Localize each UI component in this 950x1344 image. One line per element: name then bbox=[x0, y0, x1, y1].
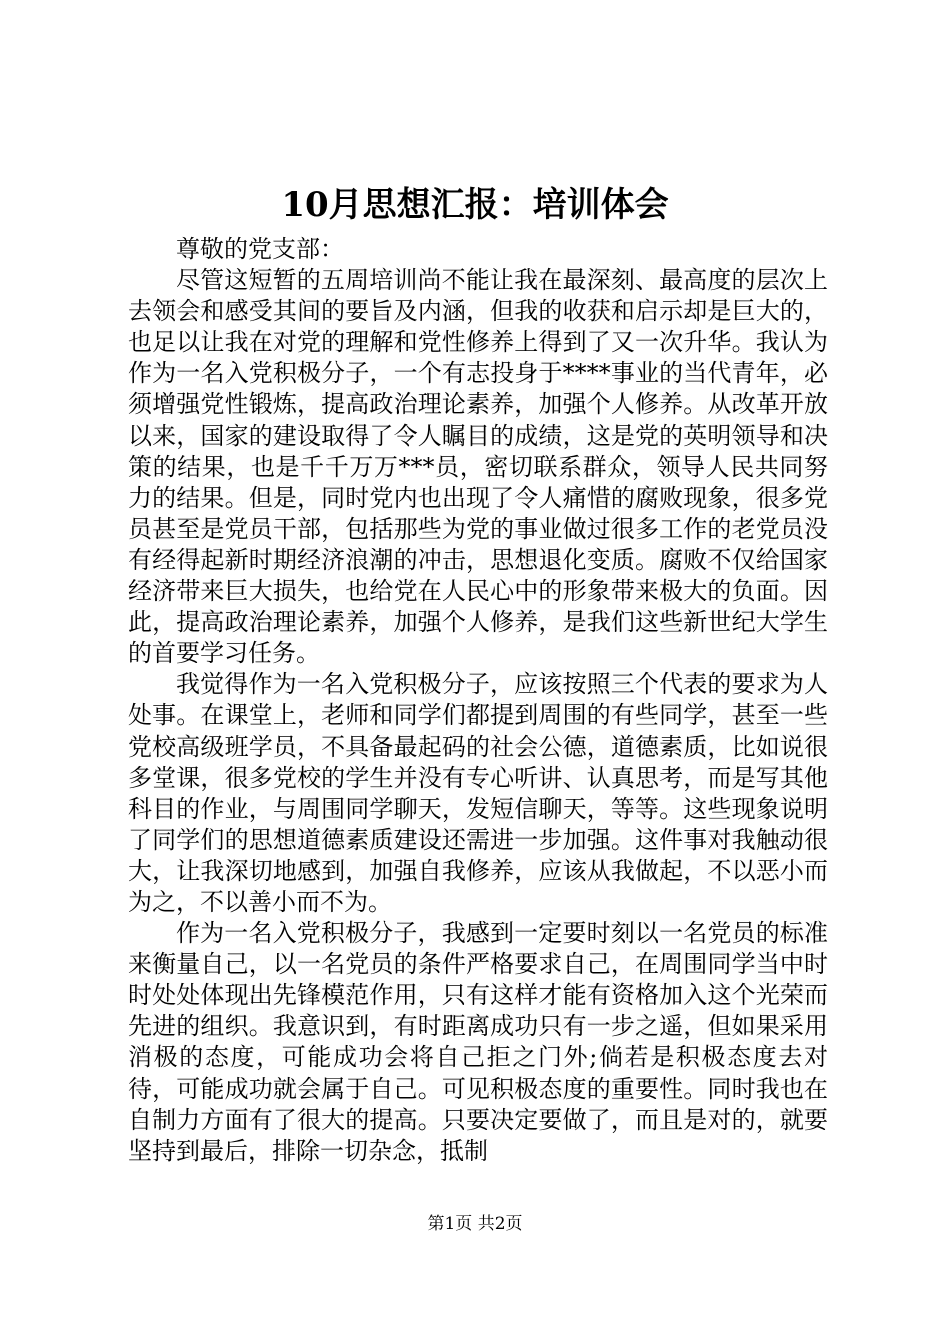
paragraph: 尽管这短暂的五周培训尚不能让我在最深刻、最高度的层次上去领会和感受其间的要旨及内涵，但我的收获和启示却是巨大的，也足以让我在对党的理解和党性修养上得到了又一次升华。我认为作为一名入党积极分子，一个有志投身于****事业的当代青年，必须增强党性锻炼，提高政治理论素养，加强个人修养。从改革开放以来，国家的建设取得了令人瞩目的成绩，这是党的英明领导和决策的结果，也是千千万万***员，密切联系群众，领导人民共同努力的结果。但是，同时党内也出现了令人痛惜的腐败现象，很多党员甚至是党员干部，包括那些为党的事业做过很多工作的老党员没有经得起新时期经济浪潮的冲击，思想退化变质。腐败不仅给国家经济带来巨大损失，也给党在人民心中的形象带来极大的负面。因此，提高政治理论素养，加强个人修养，是我们这些新世纪大学生的首要学习任务。 bbox=[128, 266, 828, 668]
paragraph: 作为一名入党积极分子，我感到一定要时刻以一名党员的标准来衡量自己，以一名党员的条件严格要求自己，在周围同学当中时时处处体现出先锋模范作用，只有这样才能有资格加入这个光荣而先进的组织。我意识到，有时距离成功只有一步之遥，但如果采用消极的态度，可能成功会将自己拒之门外;倘若是积极态度去对待，可能成功就会属于自己。可见积极态度的重要性。同时我也在自制力方面有了很大的提高。只要决定要做了，而且是对的，就要坚持到最后，排除一切杂念，抵制 bbox=[128, 919, 828, 1165]
page-footer bbox=[0, 1212, 950, 1236]
paragraph: 我觉得作为一名入党积极分子，应该按照三个代表的要求为人处事。在课堂上，老师和同学们都提到周围的有些同学，甚至一些党校高级班学员，不具备最起码的社会公德，道德素质，比如说很多堂课，很多党校的学生并没有专心听讲、认真思考，而是写其他科目的作业，与周围同学聊天，发短信聊天，等等。这些现象说明了同学们的思想道德素质建设还需进一步加强。这件事对我触动很大，让我深切地感到，加强自我修养，应该从我做起，不以恶小而为之，不以善小而不为。 bbox=[128, 670, 828, 916]
document-body bbox=[128, 234, 828, 1167]
page-number-label: 第1页 共2页 bbox=[427, 1214, 523, 1234]
document-title: 10月思想汇报：培训体会 bbox=[281, 185, 669, 225]
salutation: 尊敬的党支部： bbox=[176, 235, 344, 263]
